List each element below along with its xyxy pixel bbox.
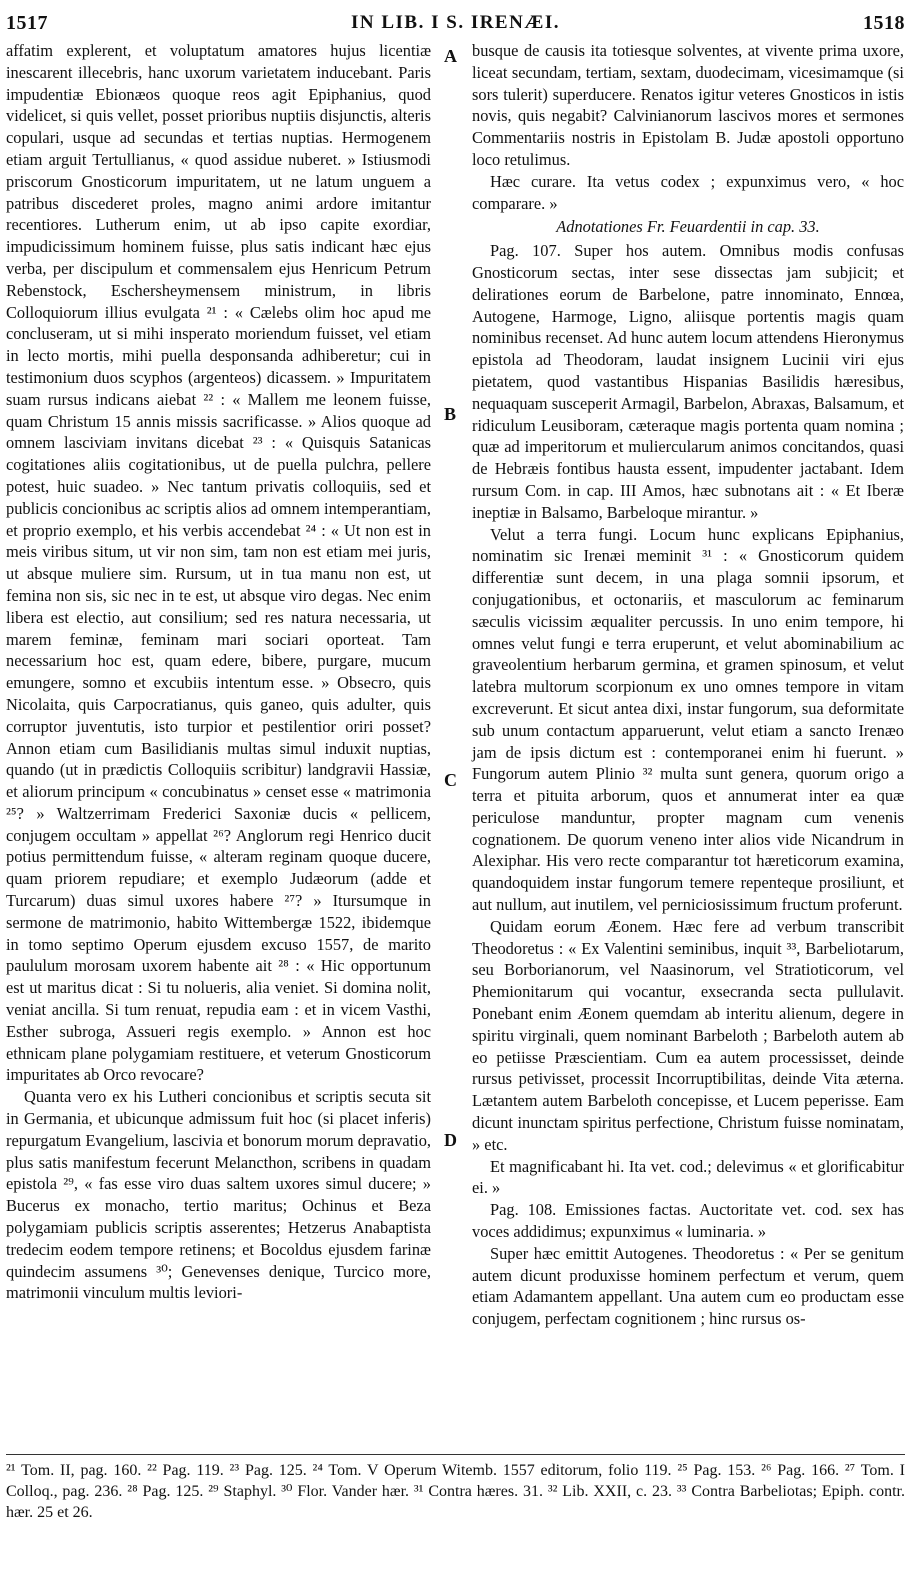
margin-marker-a: A	[444, 46, 457, 66]
right-page-number: 1518	[862, 11, 905, 34]
right-paragraph-6: Et magnificabant hi. Ita vet. cod.; delevimus « et glorificabitur ei. »	[472, 1156, 904, 1198]
left-column	[6, 40, 431, 1304]
section-heading: Adnotationes Fr. Feuardentii in cap. 33.	[556, 217, 820, 237]
footnotes: ²¹ Tom. II, pag. 160. ²² Pag. 119. ²³ Pag. 125. ²⁴ Tom. V Operum Witemb. 1557 editorum, folio 119. ²⁵ Pag. 153. ²⁶ Pag. 166. ²⁷ Tom. I Colloq., pag. 236. ²⁸ Pag. 125. ²⁹ Staphyl. ³⁰ Flor. Vander hær. ³¹ Contra hæres. 31. ³² Lib. XXII, c. 23. ³³ Contra Barbeliotas; Epiph. contr. hær. 25 et 26.	[6, 1462, 905, 1521]
right-paragraph-1: busque de causis ita totiesque solventes, at vivente prima uxore, liceat secundam, tertiam, sextam, duodecimam, vicesimamque (si sors tulerit) superducere. Renatos igitur veteres Gnosticos in istis novis, quis negabit? Calvinianorum lascivos mores et sermones Commentariis nostris in Epistolam B. Judæ apostoli opportuno loco retulimus.	[472, 41, 904, 169]
right-paragraph-4: Velut a terra fungi. Locum hunc explicans Epiphanius, nominatim sic Irenæi meminit ³¹ : « Gnosticorum quidem differentiæ sunt decem, in una plaga somnii ipsorum, et conjugationibus, et octonariis, et masculorum ac feminarum sæculis vicissim æqualiter percussis. In uno enim tempore, hi omnes velut fungi e terra eruperunt, et velut abominabilium ac graveolentium herbarum germina, et gramen spinosum, et velut latebra multorum scorpionum ex uno omnes tempore in vitam excreverunt. Et sicut antea dixi, instar fungorum, sua deformitate sub unum contactum apparuerunt, velut etiam a sancto Irenæo jam de ipsis dictum est : contemporanei enim hi fuerunt. » Fungorum autem Plinio ³² multa sunt genera, quorum origo a terra et pituita arborum, quos et annumerat inter ea quæ periculose manduntur, propter magnam cum venenis cognationem. De quorum veneno inter alios vide Nicandrum in Alexiphar. His vero recte comparantur tot hæreticorum examina, quandoquidem instar fungorum temere repenteque prosiliunt, et aut nullum, aut inutilem, vel perniciosissimum fructum proferunt.	[472, 524, 904, 915]
right-paragraph-5: Quidam eorum Æonem. Hæc fere ad verbum transcribit Theodoretus : « Ex Valentini seminibus, inquit ³³, Barbeliotarum, seu Borborianorum, vel Naasinorum, vel Stratioticorum, vel Phemionitarum qui vocantur, exsecranda secta pullulavit. Ponebant enim Æonem quemdam ab interitu alienum, degere in spiritu virginali, quem nominant Barbeloth ; Barbeloth autem ab eo petiisse Præscientiam. Cum ea autem processisset, deinde rursus petivisset, processit Incorruptibilitas, deinde Vita æterna. Lætantem autem Barbeloth concepisse, et Lucem peperisse. Eam dicunt inunctam spiritus perfectione, Christum fuisse nominatam, » etc.	[472, 916, 904, 1154]
left-page-number: 1517	[6, 11, 48, 34]
left-paragraph-2: Quanta vero ex his Lutheri concionibus et scriptis secuta sit in Germania, et ubicunque admissum fuit hoc (si placet inferis) repurgatum Evangelium, lascivia et bonorum morum depravatio, plus satis manifestum fecerunt Melancthon, scribens in quadam epistola ²⁹, « fas esse viro duas saltem uxores simul ducere; » Bucerus ex monacho, tertio maritus; Ochinus et Beza polygamiam publicis scriptis asserentes; Hetzerus Anabaptista tredecim eodem tempore retinens; et Bocoldus ejusdem farinæ quindecim assumens ³⁰; Genevenses denique, Turcico more, matrimonii vinculum multis leviori-	[6, 1087, 431, 1303]
margin-marker-d: D	[444, 1130, 457, 1150]
right-paragraph-3: Pag. 107. Super hos autem. Omnibus modis confusas Gnosticorum sectas, inter sese dissectas jam subjicit; et delirationes eorum de Barbelone, patre innominato, Ennœa, Autogene, Harmoge, Ligno, aliisque portentis magis quam nominibus recenset. Ad hunc autem locum attendens Hieronymus epistola ad Theodoram, laudat insignem Lucinii viri ejus pietatem, quod vastantibus Hispanias Basilidis hæresibus, nequaquam susceperit Armagil, Barbelon, Abraxas, Balsamum, et ridiculum Leusiboram, cæteraque magis portenta quam nomina ; quæ ad imperitorum et muliercularum animos concitandos, quasi de Hebræis fontibus hausta essent, impudenter jactabant. Idem rursum Com. in cap. III Amos, hæc subnotans ait : « Et Iberæ ineptiæ in Balsamo, Barbeloque mirantur. »	[472, 241, 904, 522]
page-header	[6, 8, 905, 38]
right-paragraph-2: Hæc curare. Ita vetus codex ; expunximus vero, « hoc comparare. »	[472, 171, 904, 213]
footnote-rule	[6, 1454, 905, 1455]
right-paragraph-7: Pag. 108. Emissiones factas. Auctoritate vet. cod. sex has voces addidimus; expunximus « luminaria. »	[472, 1200, 904, 1242]
right-paragraph-8: Super hæc emittit Autogenes. Theodoretus : « Per se genitum autem dicunt produxisse hominem perfectum et verum, quem etiam Adamantem appellant. Una autem cum eo productam esse conjugem, perfectam cognitionem ; hinc rursus os-	[472, 1243, 904, 1329]
left-paragraph-1: affatim explerent, et voluptatum amatores hujus licentiæ inescarent illecebris, hanc uxorum varietatem inducebant. Paris impudentiæ Ebionæos quoque reos agit Epiphanius, quod videlicet, si quis vellet, posset prioribus nuptiis disjunctis, alteris copulari, usque ad secundas et tertias nuptias. Hermogenem etiam arguit Tertullianus, « quod assidue nuberet. » Istiusmodi priscorum Gnosticorum impuritatem, ut ne latum unguem a patribus discederet proles, magno animi ardore imitantur recentiores. Lutherum enim, ut ab ipso capite exordiar, impudicissimum hominem fuisse, plus satis indicant hæc ejus verba, per discipulum et commensalem ejus Henricum Petrum Rebenstock, Eschersheymensem ministrum, in libris Colloquiorum illius evulgata ²¹ : « Cælebs olim hoc apud me concluseram, ut si mihi insperato moriendum fuisset, vel etiam in lecto mortis, mihi puella desponsanda adhiberetur; cui in testimonium duos scyphos (argenteos) dicassem. » Impuritatem suam rursus indicans aiebat ²² : « Mallem me leonem fuisse, quam Christum 15 annis missis sacrificasse. » Alios quoque ad omnem lasciviam invitans dicebat ²³ : « Quisquis Satanicas cogitationes aliis cogitationibus, ut de puella pulchra, pellere potest, huic suadeo. » Nec tantum privatis colloquiis, sed et publicis concionibus ac scriptis alios ad omnem intemperantiam, et proprio exemplo, et his verbis accendebat ²⁴ : « Ut non est in meis viribus situm, ut vir non sim, tam non est etiam mei juris, ut absque muliere sim. Rursum, ut in tua manu non est, ut femina non sis, sic nec in te est, ut absque viro degas. Nec enim libera est electio, aut consilium; sed res natura necessaria, ut marem feminæ, feminam mari sociari oporteat. Tam necessarium hoc est, quam edere, bibere, purgare, mucum emungere, somno et excubiis intentum esse. » Obsecro, quis Nicolaita, quis Carpocratianus, quis ganeo, quis adulter, quis corruptor juventutis, isto turpior et pestilentior oriri posset? Annon etiam cum Basilidianis multas simul induxit nuptias, quando (ut in prædictis Colloquiis scribitur) landgravii Hassiæ, et aliorum principum « concubinatus » censet esse « matrimonia ²⁵? » Waltzerrimam Frederici Saxoniæ ducis « pellicem, conjugem occultam » appellat ²⁶? Anglorum regi Henrico ducit potius permittendum fuisse, « alteram reginam quoque ducere, quam priorem repudiare; et exemplo Judæorum (adde et Turcarum) duas simul uxores habere ²⁷? » Itursumque in sermone de matrimonio, habito Wittembergæ 1522, ibidemque in tomo septimo Operum ejusdem excuso 1557, de marito paululum morosam uxorem habente ait ²⁸ : « Hic opportunum est ut maritus dicat : Si tu nolueris, alia veniet. Si domina nolit, veniat ancilla. Si tum renuat, repudia eam : et in vicem Vasthi, Esther subroga, Assueri regis exemplo. » Annon est hoc ethnicam plane polygamiam restituere, et veterum Gnosticorum impuritates ab Orco revocare?	[6, 41, 431, 1085]
margin-marker-b: B	[444, 404, 457, 424]
margin-marker-c: C	[444, 770, 457, 790]
right-column	[472, 40, 904, 1330]
running-title: IN LIB. I S. IRENÆI.	[351, 12, 560, 33]
